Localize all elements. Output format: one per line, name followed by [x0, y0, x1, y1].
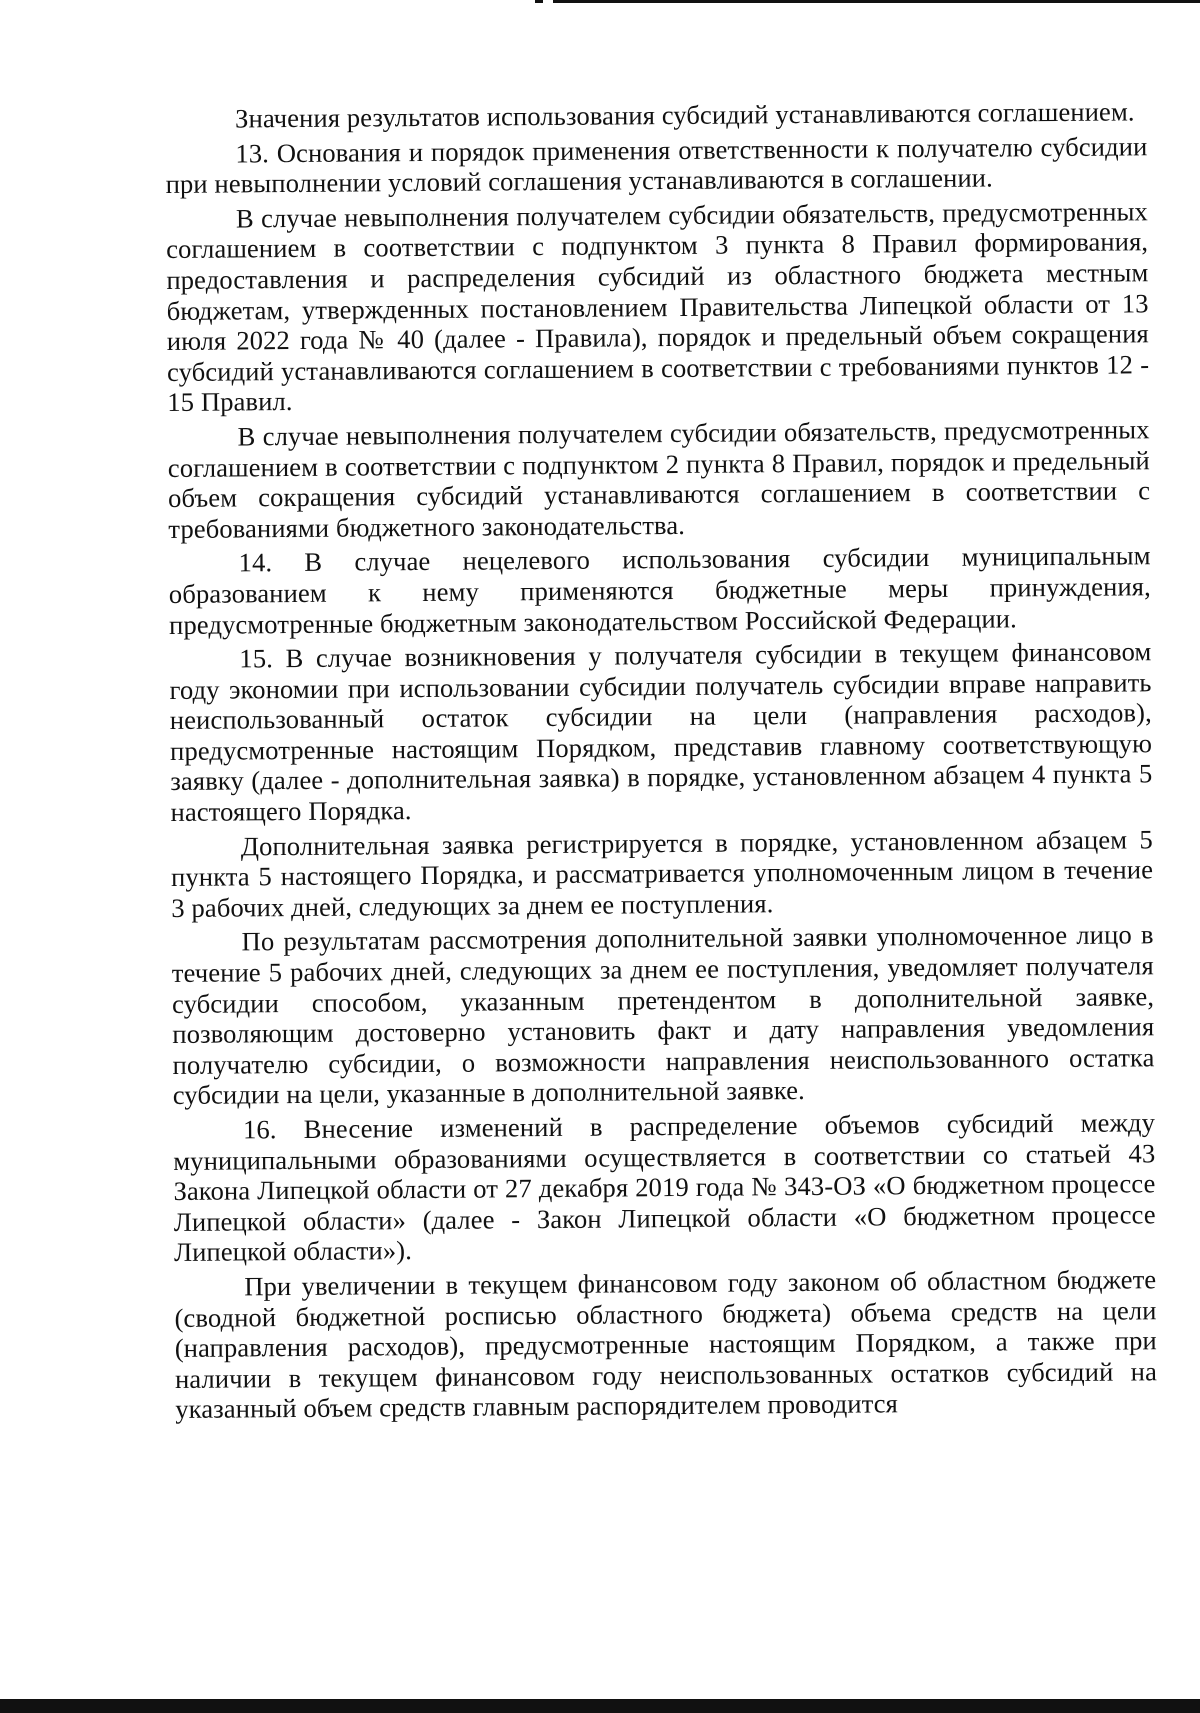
paragraph-results-values: Значения результатов использования субсидий устанавливаются соглашением. [234, 96, 1135, 134]
paragraph-section-13: 13. Основания и порядок применения ответственности к получателю субсидии при невыполнении условий соглашения устанавливаются в соглашении. [165, 130, 1148, 200]
paragraph-additional-request: Дополнительная заявка регистрируется в порядке, установленном абзацем 5 пункта 5 настоящего Порядка, и рассматривается уполномоченным лицом в течение 3 рабочих дней, следующих за днем ее поступления. [170, 823, 1154, 923]
paragraph-section-16: 16. Внесение изменений в распределение объемов субсидий между муниципальными образованиями осуществляется в соответствии со статьей 43 Закона Липецкой области от 27 декабря 2019 года № 343-ОЗ «О бюджетном процессе Липецкой области» (далее - Закон Липецкой области «О бюджетном процессе Липецкой области»). [173, 1107, 1156, 1268]
scan-edge-top-short [535, 0, 543, 3]
paragraph-review-results: По результатам рассмотрения дополнительной заявки уполномоченное лицо в течение 5 рабочих дней, следующих за днем ее поступления, уведомляет получателя субсидии способом, указанным претендентом в дополнительной заявке, позволяющим достоверно установить факт и дату направления уведомления получателю субсидии, о возможности направления неиспользованного остатка субсидии на цели, указанные в дополнительной заявке. [171, 919, 1155, 1111]
scan-edge-top [553, 0, 1200, 3]
paragraph-budget-increase: При увеличении в текущем финансовом году законом об областном бюджете (сводной бюджетной росписью областного бюджета) объема средств на цели (направления расходов), предусмотренные настоящим Порядком, а также при наличии в текущем финансовом году неиспользованных остатков субсидий на указанный объем средств главным распорядителем проводится [174, 1264, 1158, 1425]
paragraph-non-fulfillment-sub3: В случае невыполнения получателем субсидии обязательств, предусмотренных соглашением в соответствии с подпунктом 3 пункта 8 Правил формирования, предоставления и распределения субсидий из областного бюджета местным бюджетам, утвержденных постановлением Правительства Липецкой области от 13 июля 2022 года № 40 (далее - Правила), порядок и предельный объем сокращения субсидий устанавливаются соглашением в соответствии с требованиями пунктов 12 - 15 Правил. [166, 196, 1150, 418]
document-body [165, 96, 1157, 1429]
paragraph-non-fulfillment-sub2: В случае невыполнения получателем субсидии обязательств, предусмотренных соглашением в соответствии с подпунктом 2 пункта 8 Правил, порядок и предельный объем сокращения субсидий устанавливаются соглашением в соответствии с требованиями бюджетного законодательства. [167, 414, 1151, 544]
scan-edge-bottom [0, 1699, 1200, 1713]
paragraph-section-14: 14. В случае нецелевого использования субсидии муниципальным образованием к нему применяются бюджетные меры принуждения, предусмотренные бюджетным законодательством Российской Федерации. [168, 540, 1151, 640]
paragraph-section-15: 15. В случае возникновения у получателя субсидии в текущем финансовом году экономии при использовании субсидии получатель субсидии вправе направить неиспользованный остаток субсидии на цели (направления расходов), предусмотренные настоящим Порядком, представив главному соответствующую заявку (далее - дополнительная заявка) в порядке, установленном абзацем 4 пункта 5 настоящего Порядка. [169, 636, 1153, 828]
